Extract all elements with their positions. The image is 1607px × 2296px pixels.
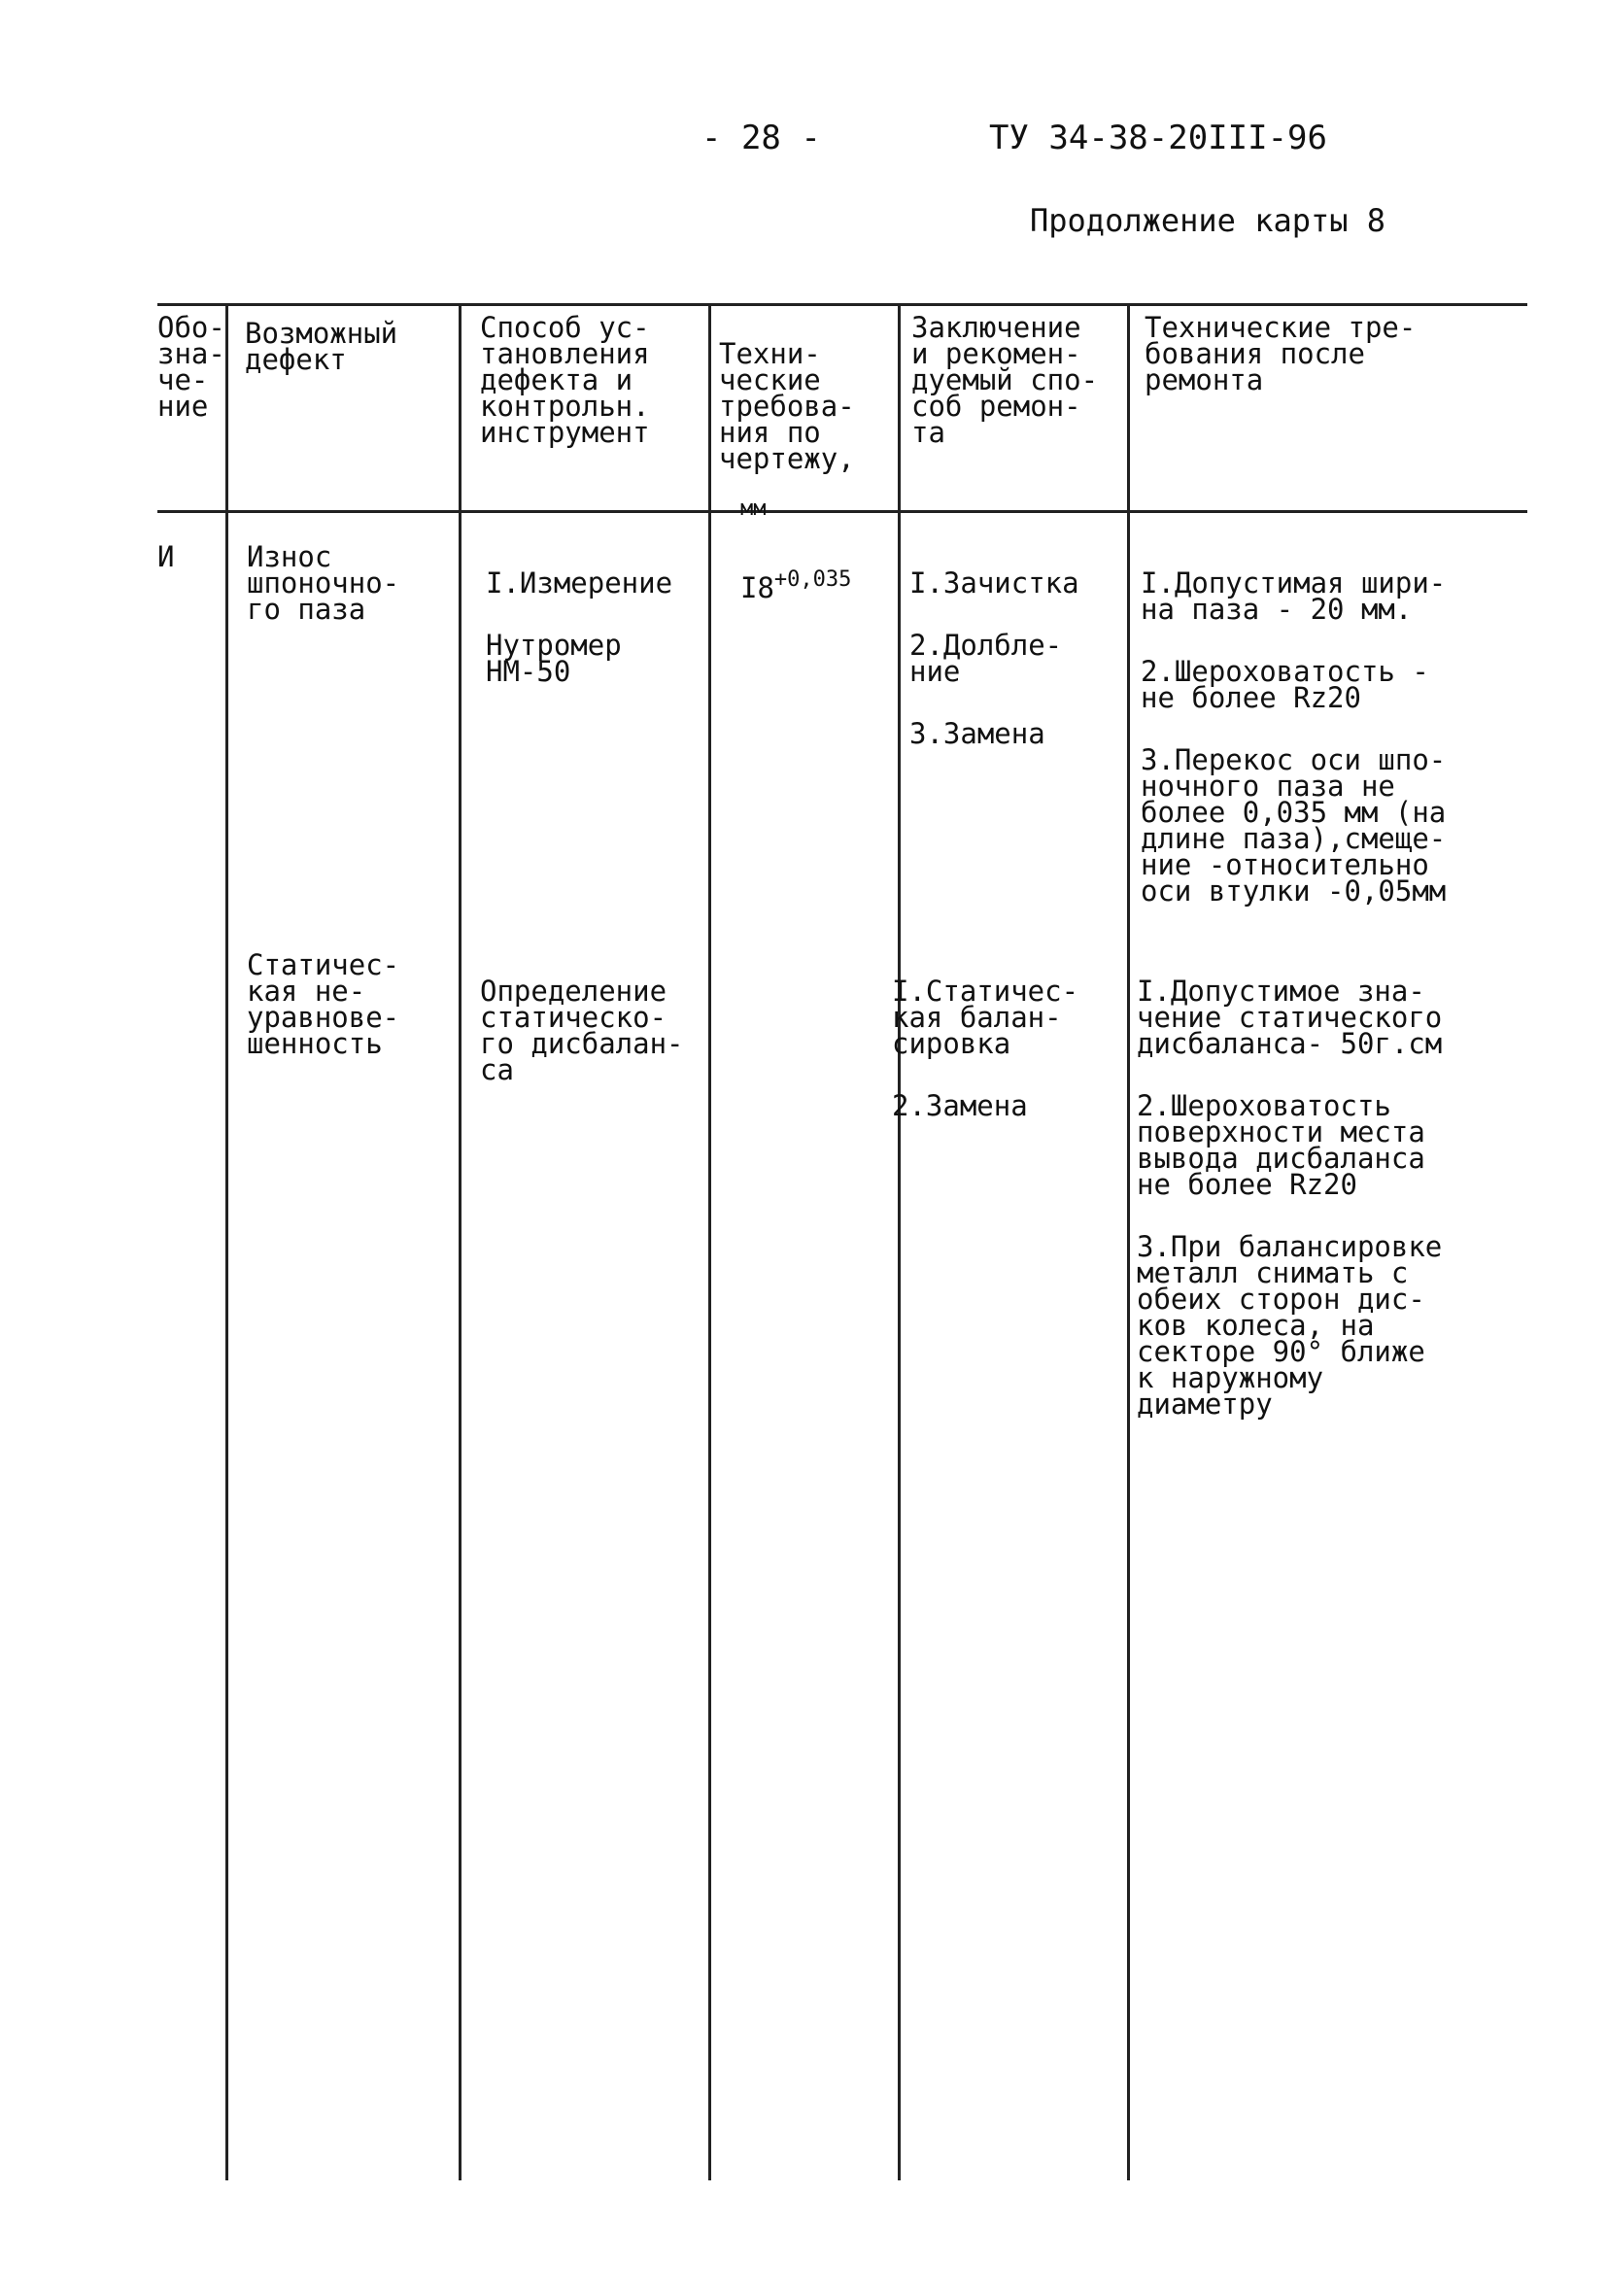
row1-requirement-tolerance: +0,035: [773, 567, 852, 592]
row1-after-repair-item-3: 3.Перекос оси шпо- ночного паза не более 0,035 мм (на длине паза),смеще- ние -относительно оси втулки -0,05мм: [1141, 743, 1447, 908]
row2-after-repair-item-3: 3.При балансировке металл снимать с обеих сторон дис- ков колеса, на секторе 90° ближе к наружному диаметру: [1137, 1230, 1443, 1421]
col-header-after-repair: Технические тре- бования после ремонта: [1145, 311, 1417, 396]
row1-after-repair-item-2: 2.Шероховатость - не более Rz20: [1141, 655, 1429, 714]
row2-after-repair-item-2: 2.Шероховатость поверхности места вывода дисбаланса не более Rz20: [1137, 1089, 1425, 1201]
col-header-drawing-req-text: Техни- ческие требова- ния по чертежу,: [719, 337, 855, 475]
row1-defect: Износ шпоночно- го паза: [247, 540, 400, 626]
row1-method-item-2: Нутромер НМ-50: [486, 629, 622, 688]
defect-map-table: [157, 303, 1527, 2180]
row1-conclusion: [909, 544, 1125, 773]
row1-method: [486, 544, 705, 711]
document-code: ТУ 34-38-20III-96: [989, 119, 1327, 157]
row2-defect: Статичес- кая не- уравнове- шенность: [247, 948, 400, 1060]
col-header-designation: Обо- зна- че- ние: [157, 311, 225, 423]
row1-conclusion-item-2: 2.Долбле- ние: [909, 629, 1063, 688]
row2-conclusion-item-2: 2.Замена: [892, 1089, 1028, 1122]
row1-after-repair: [1141, 544, 1523, 931]
col-header-method: Способ ус- тановления дефекта и контрольн. инструмент: [480, 311, 650, 449]
col-header-drawing-req: [719, 315, 896, 546]
row1-conclusion-item-1: I.Зачистка: [909, 566, 1079, 600]
row1-designation: И: [157, 540, 175, 573]
col-header-defect: Возможный дефект: [245, 317, 398, 376]
row2-conclusion: [892, 952, 1125, 1146]
row1-drawing-requirement: [740, 540, 901, 604]
row2-after-repair-item-1: I.Допустимое зна- чение статического дисбаланса- 50г.см: [1137, 975, 1443, 1060]
col-header-unit: мм: [740, 497, 767, 521]
row2-conclusion-item-1: I.Статичес- кая балан- сировка: [892, 975, 1079, 1060]
row1-requirement-base: I8: [740, 571, 774, 604]
col-divider-3: [708, 303, 711, 2180]
col-divider-5: [1127, 303, 1130, 2180]
row2-method: [480, 952, 705, 1110]
row2-after-repair: [1137, 952, 1523, 1444]
col-divider-2: [459, 303, 462, 2180]
continuation-title: Продолжение карты 8: [1030, 202, 1386, 239]
table-top-border: [157, 303, 1527, 306]
row1-conclusion-item-3: 3.Замена: [909, 717, 1045, 750]
page-number: - 28 -: [701, 119, 821, 157]
row1-after-repair-item-1: I.Допустимая шири- на паза - 20 мм.: [1141, 566, 1447, 626]
row1-method-item-1: I.Измерение: [486, 566, 673, 600]
row2-method-item-1: Определение статическо- го дисбалан- са: [480, 975, 684, 1086]
col-header-conclusion: Заключение и рекомен- дуемый спо- соб ремон- та: [911, 311, 1099, 449]
col-divider-1: [225, 303, 228, 2180]
